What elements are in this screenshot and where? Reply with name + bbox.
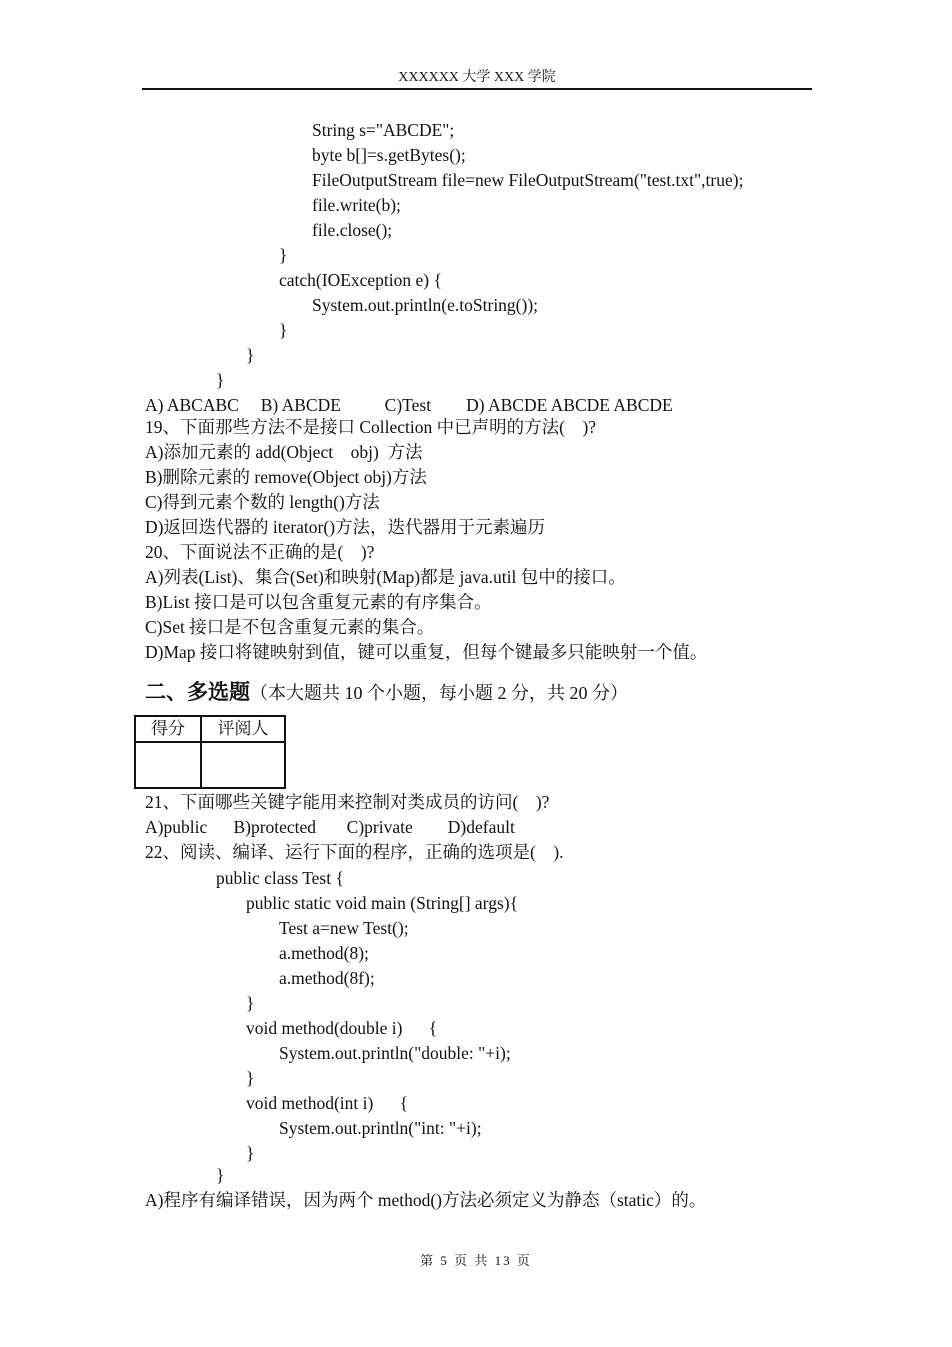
code-line: } [279, 245, 288, 265]
code-line: void method(int i) { [246, 1093, 408, 1113]
option-b: B)List 接口是可以包含重复元素的有序集合。 [145, 592, 492, 612]
code-line: System.out.println(e.toString()); [312, 295, 539, 315]
code-line: System.out.println("double: "+i); [279, 1043, 511, 1063]
code-line: a.method(8); [279, 943, 369, 963]
code-line: System.out.println("int: "+i); [279, 1118, 482, 1138]
code-line: String s="ABCDE"; [312, 120, 455, 140]
page-header: XXXXXX 大学 XXX 学院 [142, 69, 812, 90]
section-heading: 二、多选题 [145, 680, 250, 704]
question-21: 21、下面哪些关键字能用来控制对类成员的访问( )? [145, 792, 550, 812]
code-line: file.close(); [312, 220, 393, 240]
section-note: （本大题共 10 个小题，每小题 2 分，共 20 分） [250, 683, 628, 703]
code-line: file.write(b); [312, 195, 401, 215]
code-line: Test a=new Test(); [279, 918, 409, 938]
option-c: C)Set 接口是不包含重复元素的集合。 [145, 617, 435, 637]
answer-options-q21: A)public B)protected C)private D)default [145, 817, 515, 837]
option-a: A)程序有编译错误，因为两个 method()方法必须定义为静态（static）的。 [145, 1190, 707, 1210]
code-line: } [279, 320, 288, 340]
option-d: D)Map 接口将键映射到值，键可以重复，但每个键最多只能映射一个值。 [145, 642, 708, 662]
code-line: byte b[]=s.getBytes(); [312, 145, 466, 165]
section-title [145, 679, 628, 706]
page-footer: 第 5 页 共 13 页 [420, 1253, 532, 1268]
question-22: 22、阅读、编译、运行下面的程序，正确的选项是( ). [145, 842, 564, 862]
code-line: FileOutputStream file=new FileOutputStream("test.txt",true); [312, 170, 744, 190]
code-line: } [246, 993, 255, 1013]
code-line: } [216, 1165, 225, 1185]
option-c: C)得到元素个数的 length()方法 [145, 492, 380, 512]
code-line: } [246, 345, 255, 365]
code-line: void method(double i) { [246, 1018, 438, 1038]
code-line: catch(IOException e) { [279, 270, 442, 290]
option-d: D)返回迭代器的 iterator()方法，迭代器用于元素遍历 [145, 517, 546, 537]
option-a: A)列表(List)、集合(Set)和映射(Map)都是 java.util 包中的接口。 [145, 567, 626, 587]
question-20: 20、下面说法不正确的是( )? [145, 542, 375, 562]
code-line: public class Test { [216, 868, 344, 888]
code-line: } [246, 1068, 255, 1088]
score-header-cell: 得分 [135, 716, 201, 742]
question-19: 19、下面那些方法不是接口 Collection 中已声明的方法( )? [145, 417, 597, 437]
code-line: public static void main (String[] args){ [246, 893, 518, 913]
score-table [134, 715, 286, 789]
code-line: a.method(8f); [279, 968, 375, 988]
option-a: A)添加元素的 add(Object obj) 方法 [145, 442, 423, 462]
grader-header-cell: 评阅人 [201, 716, 285, 742]
grader-input-cell [201, 742, 285, 788]
code-line: } [246, 1143, 255, 1163]
code-line: } [216, 370, 225, 390]
option-b: B)删除元素的 remove(Object obj)方法 [145, 467, 427, 487]
answer-options-q18: A) ABCABC B) ABCDE C)Test D) ABCDE ABCDE ABCDE [145, 395, 673, 415]
score-input-cell [135, 742, 201, 788]
